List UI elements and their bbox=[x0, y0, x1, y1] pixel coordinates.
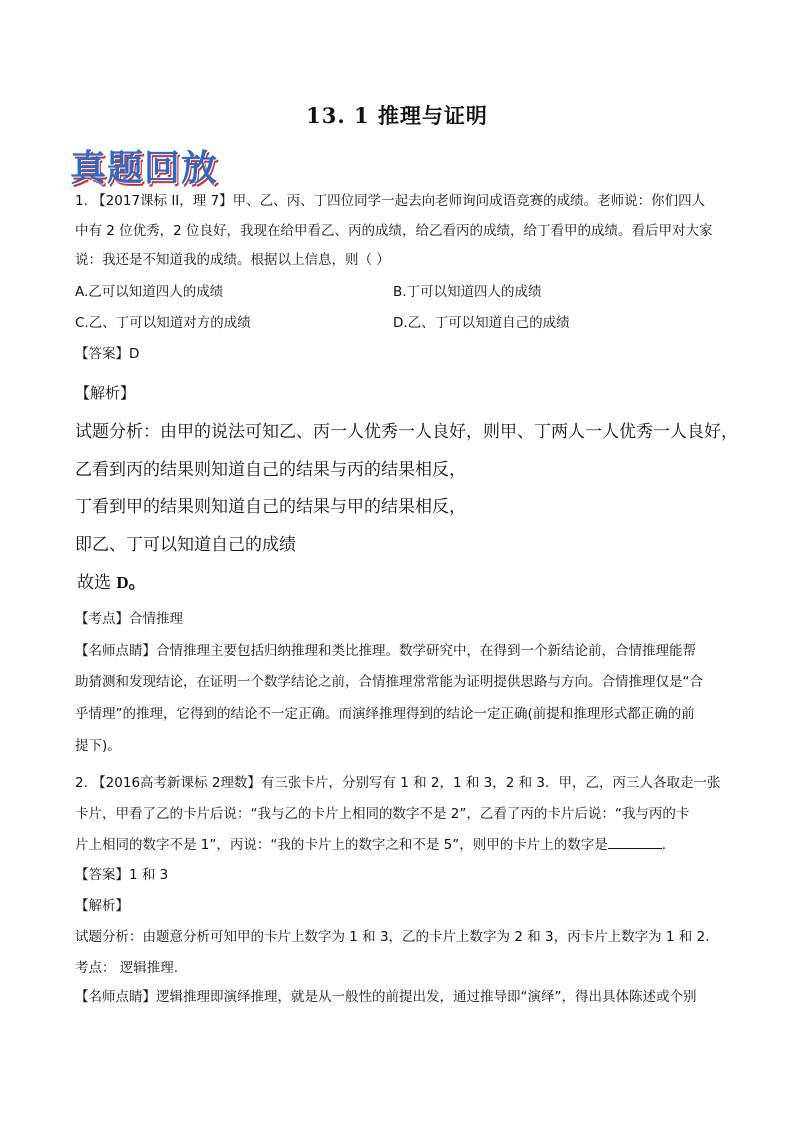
q1-line-1: 1. 【2017课标 II，理 7】甲、乙、丙、丁四位同学一起去向老师询问成语竞赛的成绩。老师说：你们四人 bbox=[75, 193, 706, 209]
q1-line-3: 说：我还是不知道我的成绩。根据以上信息，则（ ） bbox=[75, 252, 390, 268]
q1-option-c: C.乙、丁可以知道对方的成绩 bbox=[75, 315, 251, 331]
q1-choose bbox=[77, 572, 757, 594]
q1-mingshi-line-1: 【名师点睛】合情推理主要包括归纳推理和类比推理。数学研究中，在得到一个新结论前，合情推理能帮 bbox=[75, 643, 696, 659]
q2-line-3 bbox=[75, 836, 735, 854]
q1-mingshi-line-4: 提下)。 bbox=[75, 738, 121, 754]
q1-line-2: 中有 2 位优秀，2 位良好，我现在给甲看乙、丙的成绩，给乙看丙的成绩，给丁看甲的成绩。看后甲对大家 bbox=[75, 223, 713, 239]
q2-analysis-head: 【解析】 bbox=[75, 898, 129, 914]
q1-analysis-line-4: 即乙、丁可以知道自己的成绩 bbox=[75, 535, 296, 555]
q1-answer: 【答案】D bbox=[75, 346, 140, 362]
q1-option-a: A.乙可以知道四人的成绩 bbox=[75, 284, 224, 300]
q2-line-2: 卡片，甲看了乙的卡片后说：“我与乙的卡片上相同的数字不是 2”，乙看了丙的卡片后说：“我与丙的卡 bbox=[75, 806, 690, 822]
q2-answer: 【答案】1 和 3 bbox=[75, 867, 169, 883]
q1-analysis-line-3: 丁看到甲的结果则知道自己的结果与甲的结果相反， bbox=[75, 497, 466, 517]
q1-kaodian: 【考点】合情推理 bbox=[75, 611, 183, 627]
q1-mingshi-line-3: 乎情理”的推理，它得到的结论不一定正确。而演绎推理得到的结论一定正确(前提和推理形式都正确的前 bbox=[75, 706, 695, 722]
section-banner: 真题回放 bbox=[70, 148, 219, 189]
q1-mingshi-line-2: 助猜测和发现结论，在证明一个数学结论之前，合情推理常常能为证明提供思路与方向。合情推理仅是“合 bbox=[75, 674, 703, 690]
q2-line-3-text: 片上相同的数字不是 1”，丙说：“我的卡片上的数字之和不是 5”，则甲的卡片上的数字是 bbox=[75, 837, 608, 853]
q2-kaodian: 考点： 逻辑推理. bbox=[75, 960, 179, 976]
q1-analysis-line-2: 乙看到丙的结果则知道自己的结果与丙的结果相反， bbox=[75, 460, 466, 480]
q2-line-3-end: . bbox=[661, 837, 667, 853]
q2-line-1: 2. 【2016高考新课标 2理数】有三张卡片，分别写有 1 和 2，1 和 3，2 和 3．甲，乙，丙三人各取走一张 bbox=[75, 775, 721, 791]
q1-choose-answer: D。 bbox=[116, 573, 146, 592]
q1-analysis-head: 【解析】 bbox=[75, 384, 136, 402]
q2-mingshi: 【名师点睛】逻辑推理即演绎推理，就是从一般性的前提出发，通过推导即“演绎”，得出具体陈述或个别 bbox=[75, 989, 697, 1005]
answer-blank bbox=[608, 836, 662, 849]
page-title: 13. 1 推理与证明 bbox=[306, 103, 488, 128]
q2-analysis: 试题分析：由题意分析可知甲的卡片上数字为 1 和 3，乙的卡片上数字为 2 和 3，丙卡片上数字为 1 和 2. bbox=[75, 929, 710, 945]
q1-analysis-line-1: 试题分析：由甲的说法可知乙、丙一人优秀一人良好，则甲、丁两人一人优秀一人良好， bbox=[75, 422, 738, 442]
q1-option-d: D.乙、丁可以知道自己的成绩 bbox=[393, 315, 570, 331]
q1-option-b: B.丁可以知道四人的成绩 bbox=[393, 284, 542, 300]
q1-choose-prefix: 故选 bbox=[77, 573, 111, 593]
